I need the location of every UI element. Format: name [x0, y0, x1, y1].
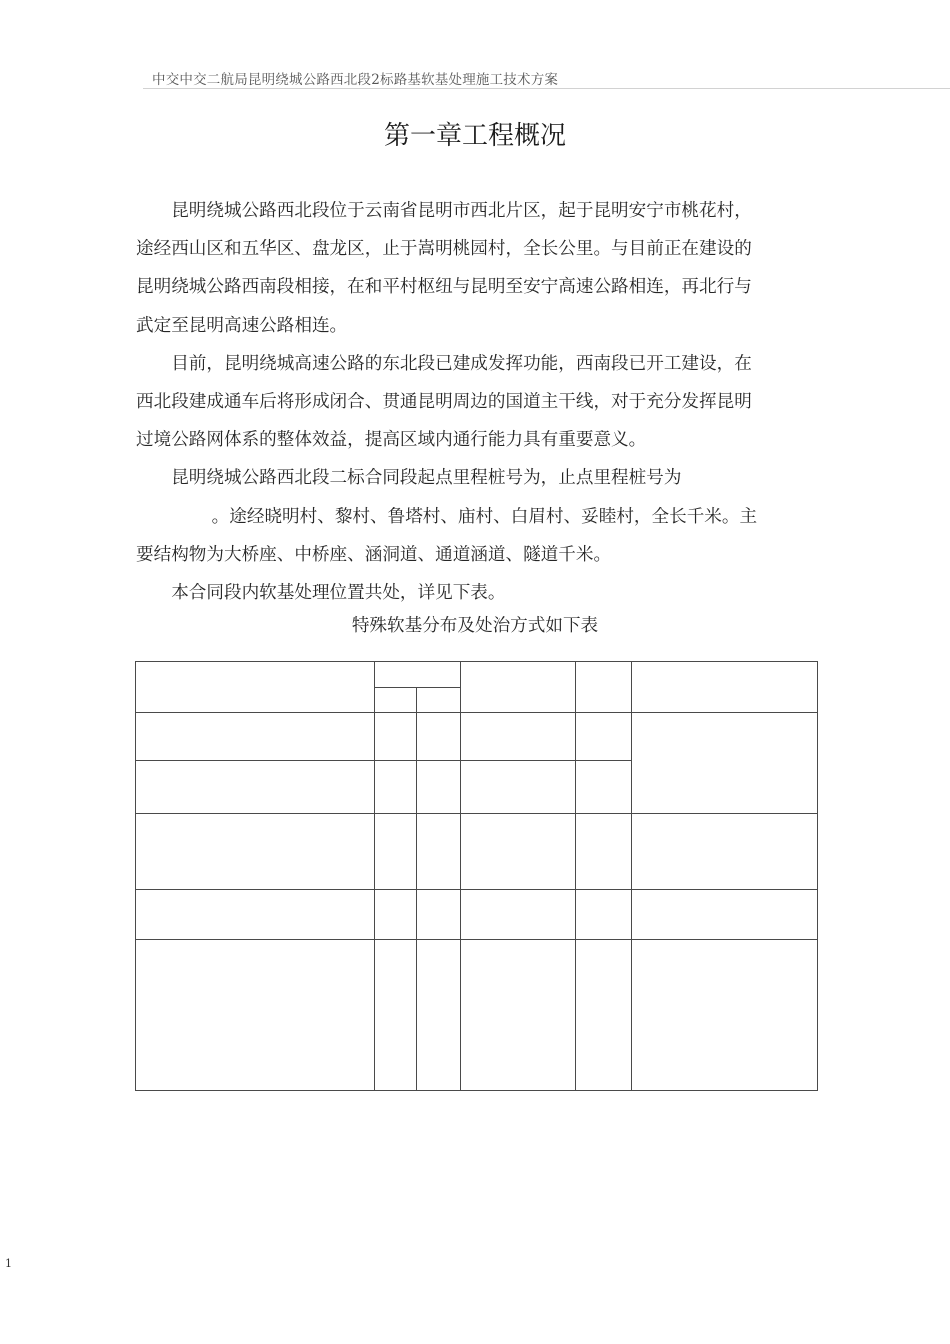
table-cell: [417, 940, 461, 1091]
table-cell: [632, 713, 818, 814]
table-cell: [576, 713, 632, 761]
table-cell: [375, 662, 461, 688]
page-number: 1: [5, 1257, 12, 1270]
header-rule: [143, 88, 950, 89]
table-cell: [417, 688, 461, 713]
table-cell: [576, 662, 632, 713]
table-cell: [632, 890, 818, 940]
table-cell: [417, 890, 461, 940]
table-cell: [576, 814, 632, 890]
table-cell: [417, 814, 461, 890]
table-cell: [461, 761, 576, 814]
table-cell: [136, 940, 375, 1091]
text-line: 目前，昆明绕城高速公路的东北段已建成发挥功能，西南段已开工建设，在: [171, 353, 752, 374]
body-text: [136, 192, 816, 612]
text-line: 本合同段内软基处理位置共处，详见下表。: [171, 583, 506, 604]
running-header: 中交中交二航局昆明绕城公路西北段2标路基软基处理施工技术方案: [152, 72, 559, 88]
table-caption: 特殊软基分布及处治方式如下表: [351, 616, 599, 636]
text-line: 武定至昆明高速公路相连。: [136, 315, 348, 336]
table-cell: [375, 940, 417, 1091]
paragraph-overview: [136, 192, 816, 345]
text-line: 途经西山区和五华区、盘龙区，止于嵩明桃园村，全长公里。与目前正在建设的: [136, 239, 752, 260]
table-cell: [632, 814, 818, 890]
text-line: 。途经晓明村、黎村、鲁塔村、庙村、白眉村、妥睦村，全长千米。主: [211, 506, 758, 527]
table-cell: [136, 890, 375, 940]
text-line: 昆明绕城公路西南段相接，在和平村枢纽与昆明至安宁高速公路相连，再北行与: [136, 277, 752, 298]
table-cell: [136, 713, 375, 761]
table-cell: [576, 890, 632, 940]
text-line: 昆明绕城公路西北段二标合同段起点里程桩号为，止点里程桩号为: [171, 468, 682, 489]
table-cell: [461, 713, 576, 761]
text-line: 过境公路网体系的整体效益，提高区域内通行能力具有重要意义。: [136, 430, 647, 451]
text-line: 西北段建成通车后将形成闭合、贯通昆明周边的国道主干线，对于充分发挥昆明: [136, 392, 752, 413]
soft-foundation-table: [135, 661, 818, 1091]
table-cell: [375, 713, 417, 761]
text-line: 要结构物为大桥座、中桥座、涵洞道、通道涵道、隧道千米。: [136, 544, 612, 565]
table-cell: [576, 940, 632, 1091]
paragraph-soft-foundation: [136, 574, 816, 612]
text-line: 昆明绕城公路西北段位于云南省昆明市西北片区，起于昆明安宁市桃花村，: [171, 201, 752, 221]
table-cell: [632, 940, 818, 1091]
paragraph-significance: [136, 345, 816, 460]
table-cell: [576, 761, 632, 814]
table-cell: [136, 662, 375, 713]
table-row: [136, 890, 818, 940]
chapter-title: 第一章工程概况: [383, 121, 566, 151]
table-cell: [417, 713, 461, 761]
table-row: [136, 940, 818, 1091]
table-cell: [136, 814, 375, 890]
table-cell: [375, 761, 417, 814]
paragraph-contract-section: [136, 459, 816, 574]
table-cell: [461, 940, 576, 1091]
table-cell: [461, 662, 576, 713]
table-cell: [461, 890, 576, 940]
table-row: [136, 814, 818, 890]
table-row: [136, 713, 818, 761]
table-cell: [375, 688, 417, 713]
table-header-row: [136, 662, 818, 688]
table-cell: [461, 814, 576, 890]
table-cell: [136, 761, 375, 814]
table-cell: [632, 662, 818, 713]
table-cell: [375, 814, 417, 890]
table-cell: [417, 761, 461, 814]
table-cell: [375, 890, 417, 940]
